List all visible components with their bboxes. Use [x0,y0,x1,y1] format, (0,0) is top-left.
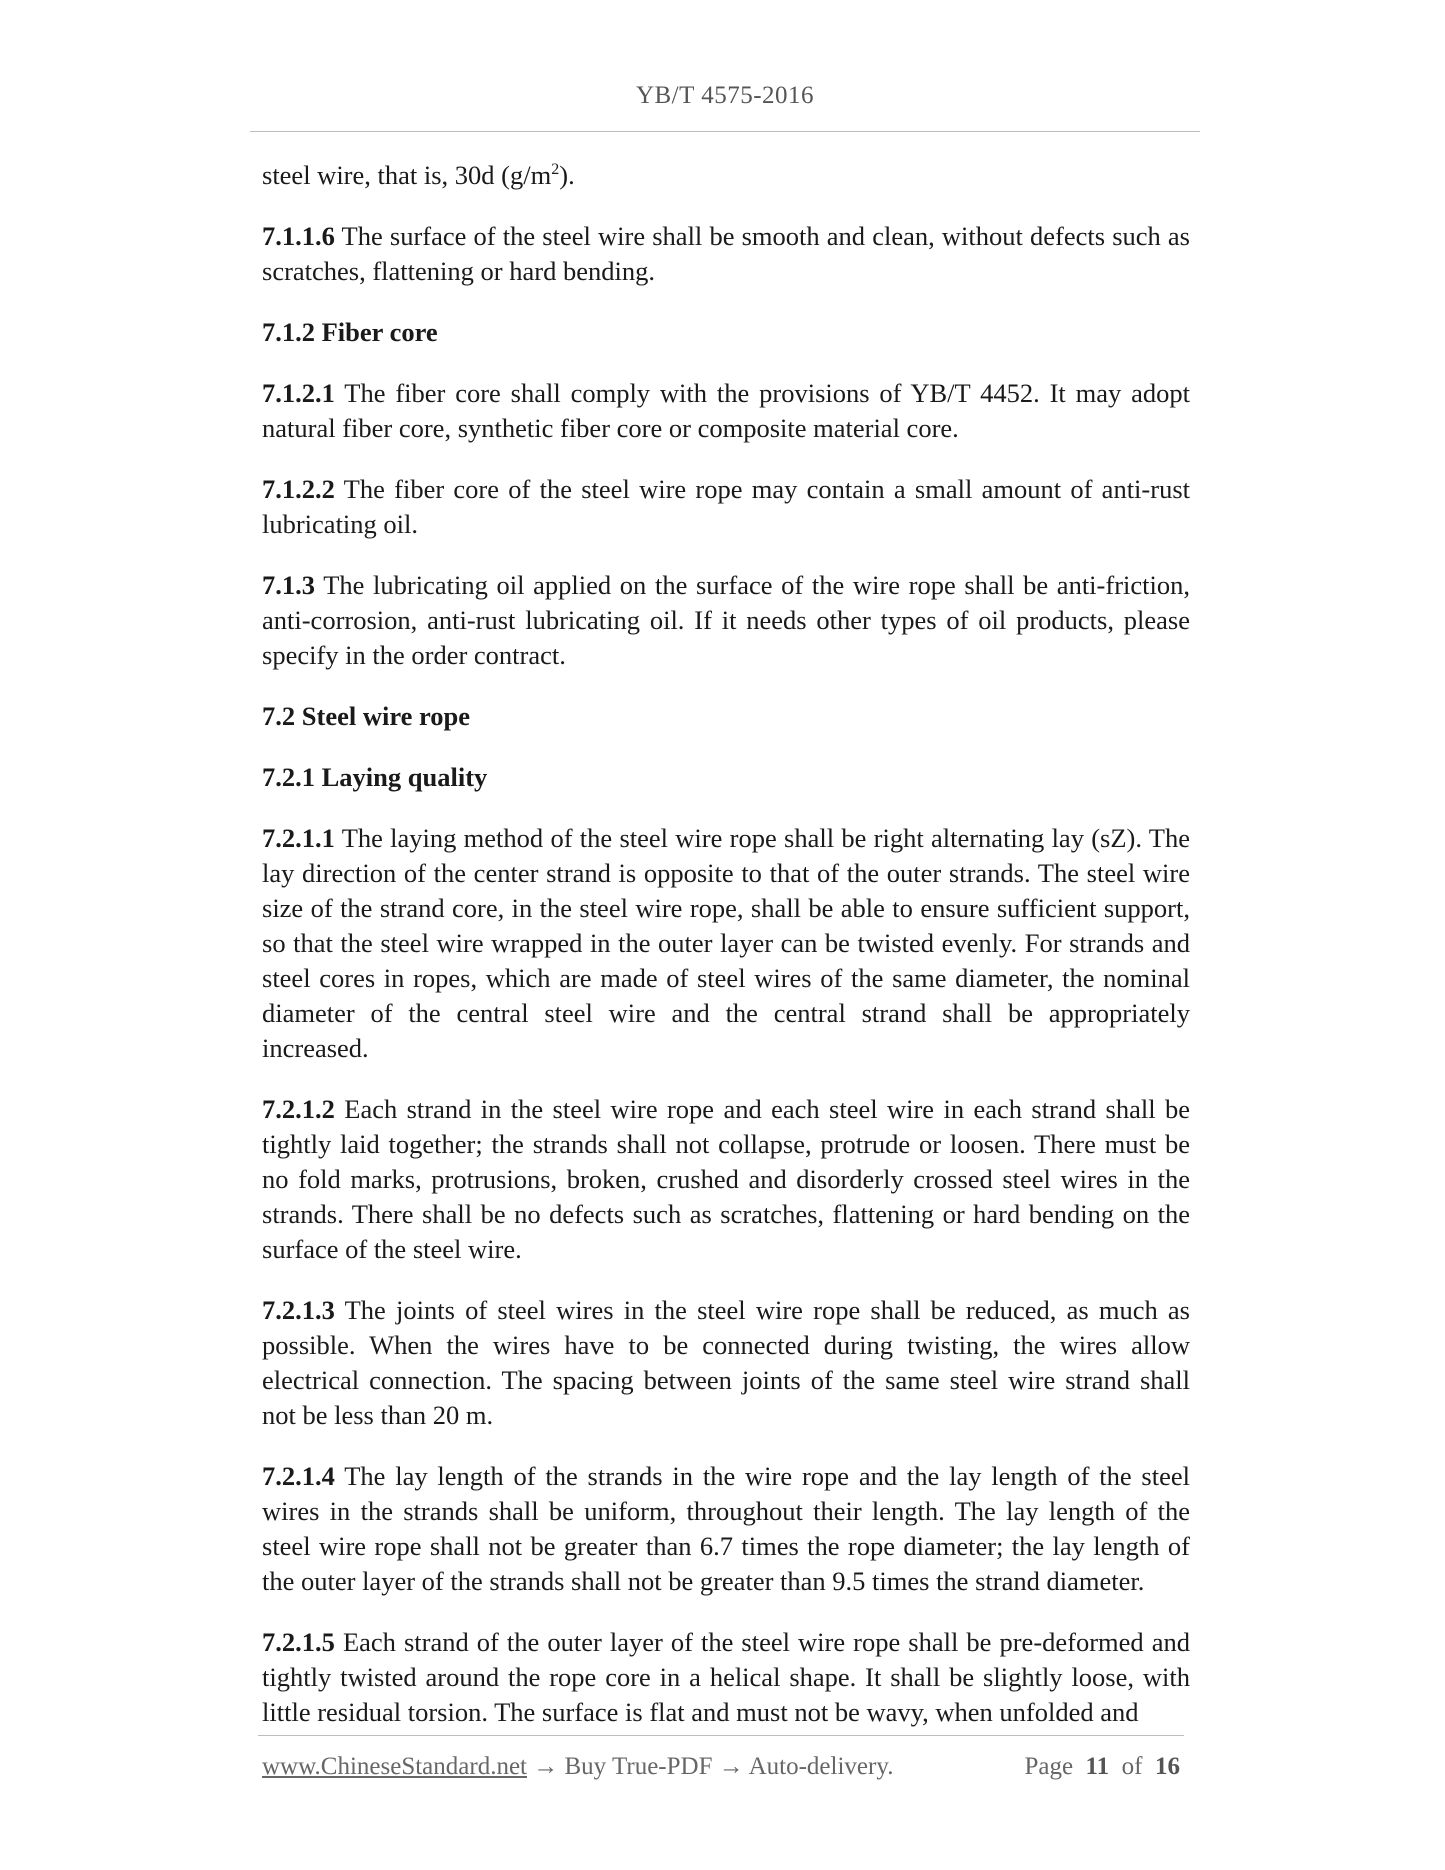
clause-7-1-2-2 [262,472,1190,542]
clause-7-1-2-1 [262,376,1190,446]
clause-number: 7.2.1.3 [262,1295,335,1325]
clause-text: The fiber core of the steel wire rope may contain a small amount of anti-rust lubricating oil. [262,474,1190,539]
page-current: 11 [1085,1753,1110,1780]
clause-7-2-1-2 [262,1092,1190,1267]
clause-text: The lubricating oil applied on the surface of the wire rope shall be anti-friction, anti-corrosion, anti-rust lubricating oil. If it needs other types of oil products, please specify in the order contract. [262,570,1190,670]
page-label: Page [1024,1753,1074,1780]
clause-text: Each strand in the steel wire rope and each steel wire in each strand shall be tightly laid together; the strands shall not collapse, protrude or loosen. There must be no fold marks, protrusions, broken, crushed and disorderly crossed steel wires in the strands. There shall be no defects such as scratches, flattening or hard bending on the surface of the steel wire. [262,1094,1190,1264]
document-body [262,158,1190,1756]
header-divider [250,131,1200,132]
clause-7-2-1-5 [262,1625,1190,1730]
page-number [1024,1753,1180,1781]
standard-code: YB/T 4575-2016 [635,82,815,109]
clause-number: 7.1.2.2 [262,474,335,504]
footer-promo [262,1753,893,1781]
clause-7-2-1-4 [262,1459,1190,1599]
superscript-exponent: 2 [551,161,560,178]
promo-text: → Buy True-PDF → Auto-delivery. [527,1753,894,1780]
clause-text: The fiber core shall comply with the provisions of YB/T 4452. It may adopt natural fiber core, synthetic fiber core or composite material core. [262,378,1190,443]
footer-divider [258,1735,1184,1736]
clause-number: 7.1.2.1 [262,378,335,408]
clause-number: 7.1.3 [262,570,315,600]
clause-number: 7.2.1.4 [262,1461,335,1491]
page-of-label: of [1121,1753,1143,1780]
section-heading-7-2-1: 7.2.1 Laying quality [262,762,488,792]
clause-text: The joints of steel wires in the steel wire rope shall be reduced, as much as possible. When the wires have to be connected during twisting, the wires allow electrical connection. The spacing between joints of the same steel wire strand shall not be less than 20 m. [262,1295,1190,1430]
clause-7-2-1-1 [262,821,1190,1066]
clause-text: The surface of the steel wire shall be smooth and clean, without defects such as scratches, flattening or hard bending. [262,221,1190,286]
clause-7-2-1-3 [262,1293,1190,1433]
clause-text: The lay length of the strands in the wire rope and the lay length of the steel wires in the strands shall be uniform, throughout their length. The lay length of the steel wire rope shall not be greater than 6.7 times the rope diameter; the lay length of the outer layer of the strands shall not be greater than 9.5 times the strand diameter. [262,1461,1190,1596]
clause-7-1-1-6 [262,219,1190,289]
intro-paragraph: steel wire, that is, 30d $(g/m^2)$. [262,160,575,190]
clause-text: The laying method of the steel wire rope shall be right alternating lay (sZ). The lay direction of the center strand is opposite to that of the outer strands. The steel wire size of the strand core, in the steel wire rope, shall be able to ensure sufficient support, so that the steel wire wrapped in the outer layer can be twisted evenly. For strands and steel cores in ropes, which are made of steel wires of the same diameter, the nominal diameter of the central steel wire and the central strand shall be appropriately increased. [262,823,1190,1063]
clause-number: 7.2.1.5 [262,1627,335,1657]
clause-7-1-3 [262,568,1190,673]
page-total: 16 [1155,1753,1180,1780]
clause-number: 7.2.1.1 [262,823,335,853]
clause-text: Each strand of the outer layer of the steel wire rope shall be pre-deformed and tightly twisted around the rope core in a helical shape. It shall be slightly loose, with little residual torsion. The surface is flat and must not be wavy, when unfolded and [262,1627,1190,1727]
page-header [250,82,1200,110]
website-link[interactable]: www.ChineseStandard.net [262,1753,527,1780]
clause-number: 7.1.1.6 [262,221,335,251]
clause-number: 7.2.1.2 [262,1094,335,1124]
section-heading-7-2: 7.2 Steel wire rope [262,701,471,731]
section-heading-7-1-2: 7.1.2 Fiber core [262,317,438,347]
